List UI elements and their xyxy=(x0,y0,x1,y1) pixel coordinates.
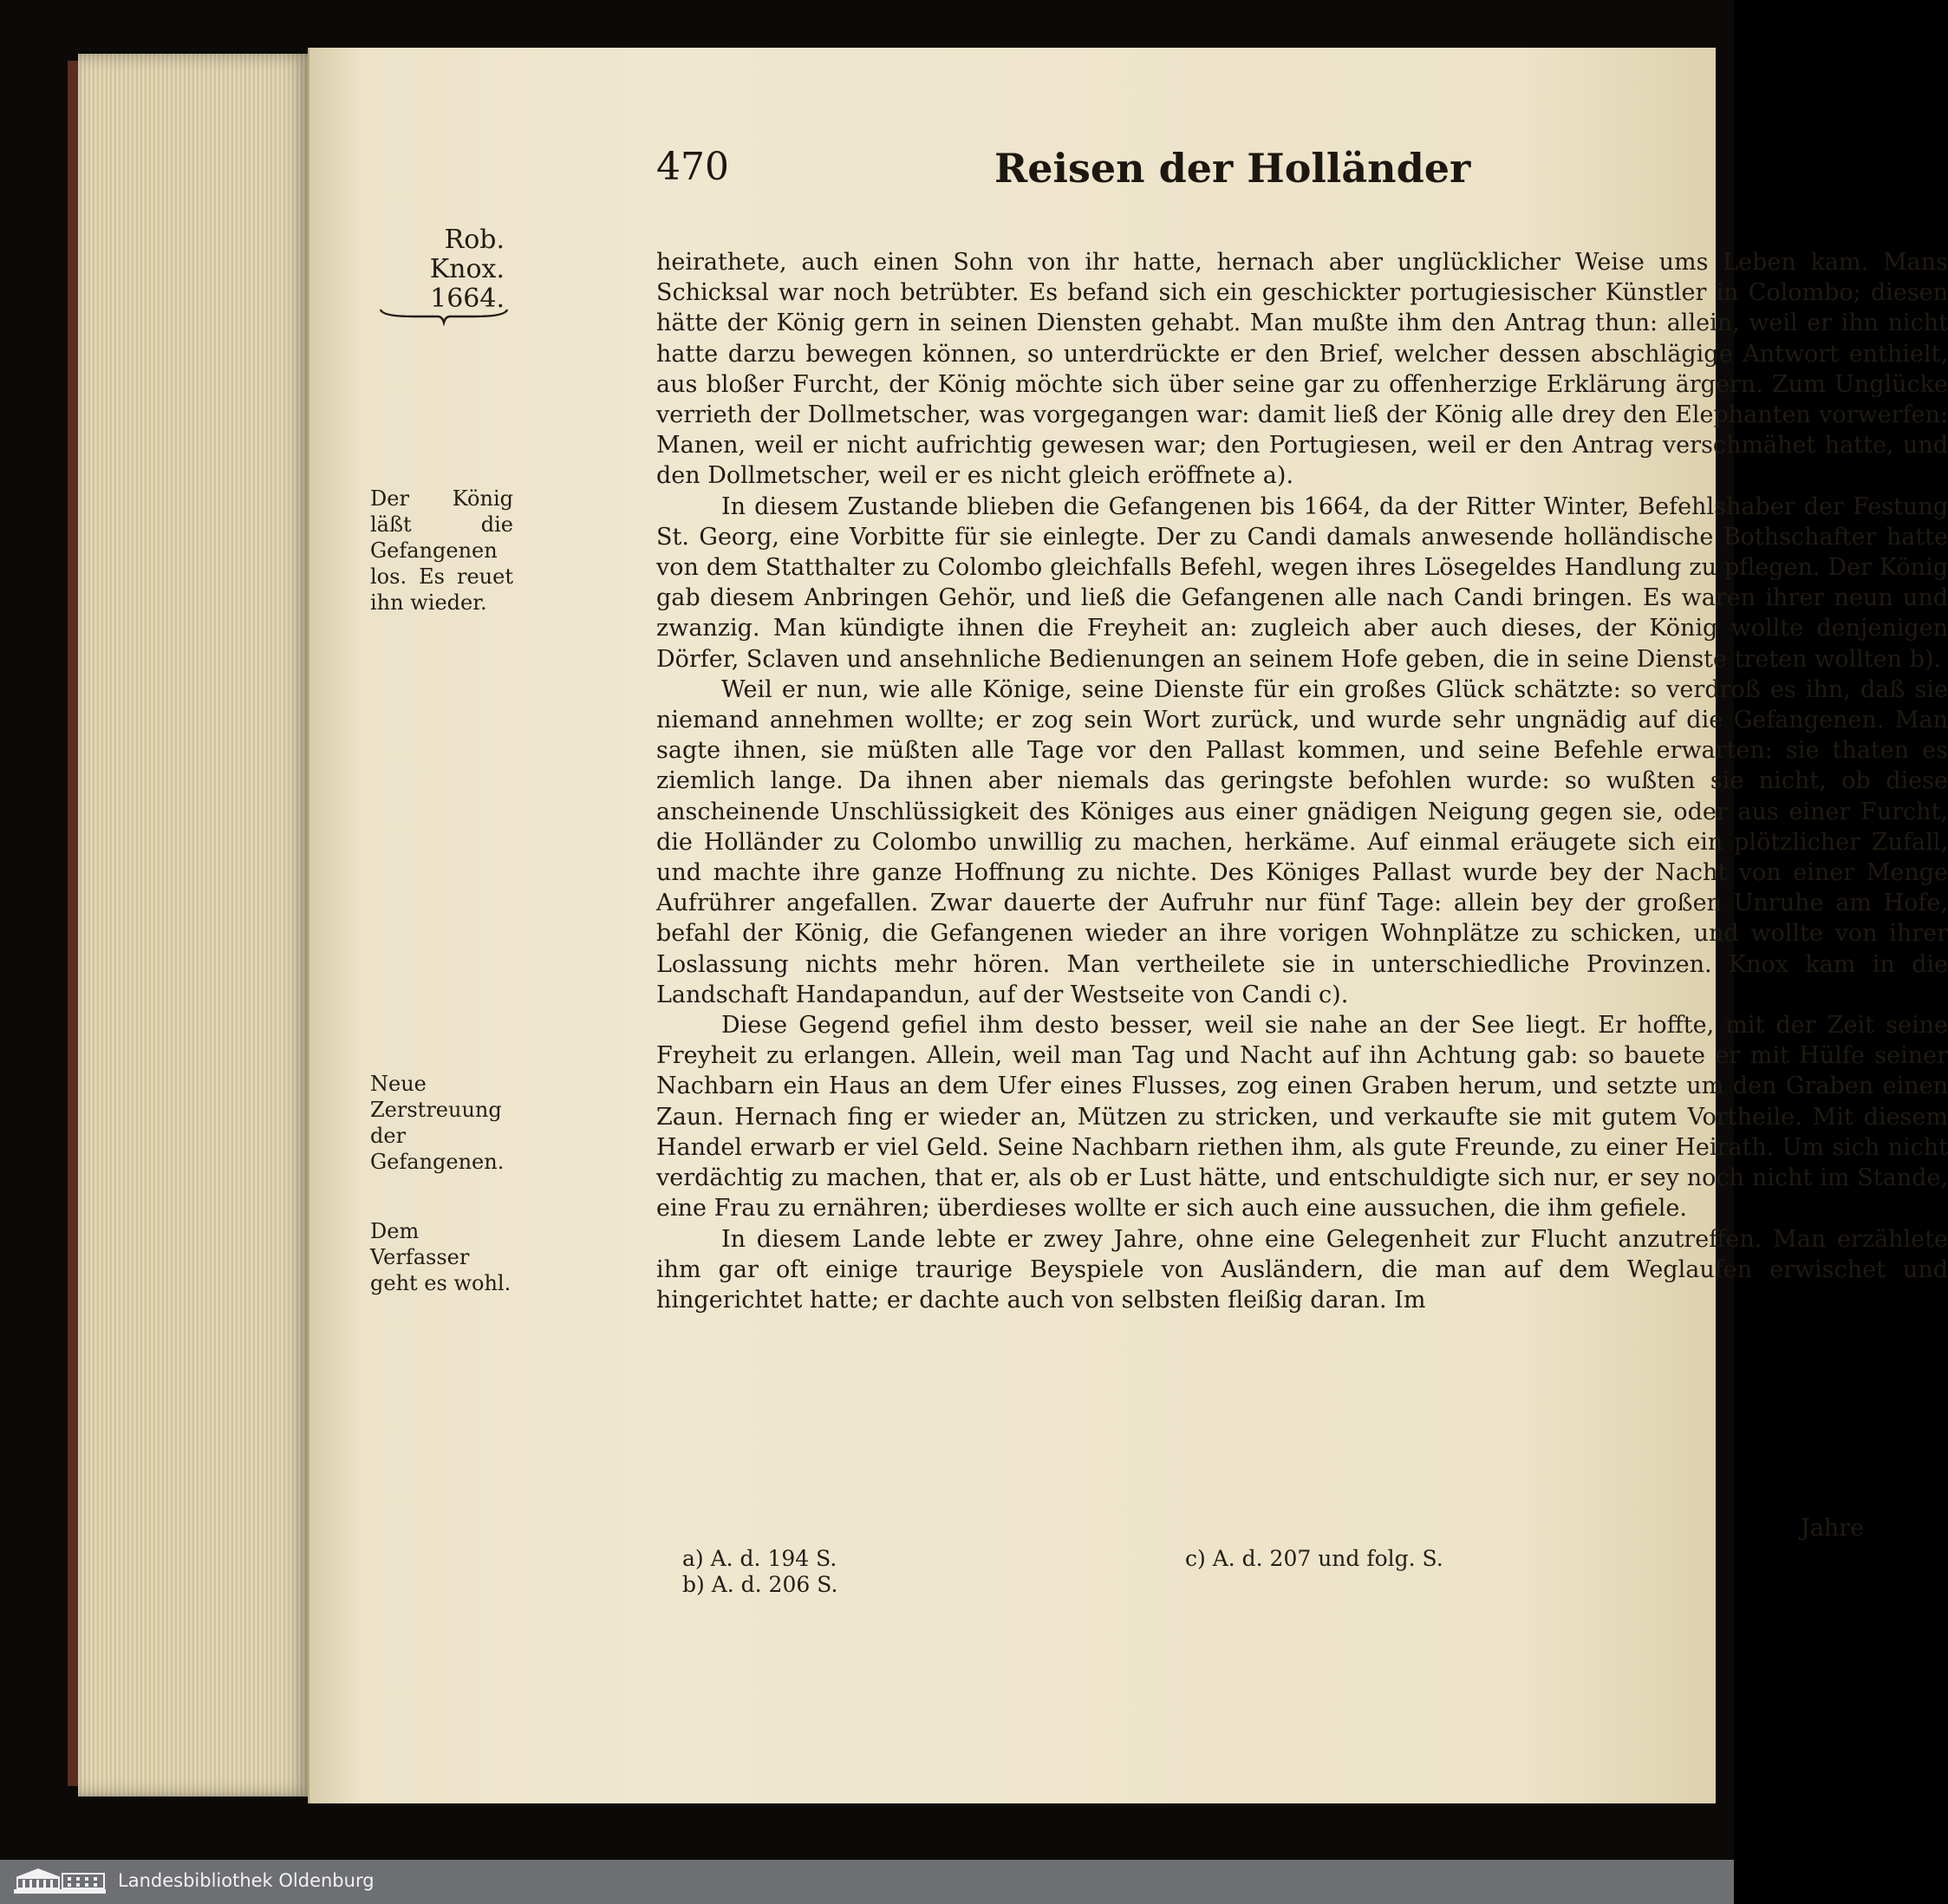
marginal-note-1: Der König läßt die Gefangenen los. Es reuet ihn wieder. xyxy=(370,486,513,615)
page-number: 470 xyxy=(656,145,729,189)
footnote-c: c) A. d. 207 und folg. S. xyxy=(1185,1546,1443,1571)
library-building-icon xyxy=(12,1867,107,1896)
paragraph-2: In diesem Zustande blieben die Gefangenen bis 1664, da der Ritter Winter, Befehlshaber der Festung St. Georg, eine Vorbitte für sie einlegte. Der zu Candi damals anwesende holländische Bothschafter hatte von dem Statthalter zu Colombo gleichfalls Befehl, wegen ihres Lösegeldes Handlung zu pflegen. Der König gab diesem Anbringen Gehör, und ließ die Gefangenen alle nach Candi bringen. Es waren ihrer neun und zwanzig. Man kündigte ihnen die Freyheit an: zugleich aber auch dieses, der König wollte denjenigen Dörfer, Sclaven und ansehnliche Bedienungen an seinem Hofe geben, die in seine Dienste treten wollten b). xyxy=(656,492,1948,673)
running-title: Reisen der Holländer xyxy=(994,145,1471,192)
footnote-b: b) A. d. 206 S. xyxy=(682,1572,838,1597)
marginal-note-3: Dem Verfasser geht es wohl. xyxy=(370,1219,511,1295)
page-header xyxy=(309,145,1716,197)
margin-year: 1664. xyxy=(430,284,505,314)
paragraph-3: Weil er nun, wie alle Könige, seine Dienste für ein großes Glück schätzte: so verdroß es ihn, daß sie niemand annehmen wollte; er zog sein Wort zurück, und wurde sehr ungnädig auf die Gefangenen. Man sagte ihnen, sie müßten alle Tage vor den Pallast kommen, und seine Befehle erwarten: sie thaten es ziemlich lange. Da ihnen aber niemals das geringste befohlen wurde: so wußten sie nicht, ob diese anscheinende Unschlüssigkeit des Königes aus einer gnädigen Neigung gegen sie, oder aus einer Furcht, die Holländer zu Colombo unwillig zu machen, herkäme. Auf einmal eräugete sich ein plötzlicher Zufall, und machte ihre ganze Hoffnung zu nichte. Des Königes Pallast wurde bey der Nacht von einer Menge Aufrührer angefallen. Zwar dauerte der Aufruhr nur fünf Tage: allein bey der großen Unruhe am Hofe, befahl der König, die Gefangenen wieder an ihre vorigen Wohnplätze zu schicken, und wollte von ihrer Loslassung nichts mehr hören. Man vertheilete sie in unterschiedliche Provinzen. Knox kam in die Landschaft Handapandun, auf der Westseite von Candi c). xyxy=(656,675,1948,1008)
paragraph-4: Diese Gegend gefiel ihm desto besser, weil sie nahe an der See liegt. Er hoffte, mit der Zeit seine Freyheit zu erlangen. Allein, weil man Tag und Nacht auf ihn Achtung gab: so bauete er mit Hülfe seiner Nachbarn ein Haus an dem Ufer eines Flusses, zog einen Graben herum, und setzte um den Graben einen Zaun. Hernach fing er wieder an, Mützen zu stricken, und verkaufte sie mit gutem Vortheile. Mit diesem Handel erwarb er viel Geld. Seine Nachbarn riethen ihm, als gute Freunde, zu einer Heirath. Um sich nicht verdächtig zu machen, that er, als ob er Lust hätte, und entschuldigte sich nur, er sey noch nicht im Stande, eine Frau zu ernähren; überdieses wollte er sich auch eine aussuchen, die ihm gefiele. xyxy=(656,1012,1948,1223)
book-page xyxy=(308,48,1948,1803)
brace-ornament xyxy=(379,308,509,323)
marginal-note-2: Neue Zerstreuung der Gefangenen. xyxy=(370,1072,505,1174)
footer-bar xyxy=(0,1860,1734,1904)
catchword: Jahre xyxy=(1801,1515,1865,1542)
margin-author: Rob. Knox. xyxy=(429,225,505,284)
library-name: Landesbibliothek Oldenburg xyxy=(118,1870,375,1891)
footnotes-right xyxy=(1185,1546,1619,1572)
footnotes-left xyxy=(682,1546,1116,1598)
margin-heading xyxy=(375,225,505,314)
main-text xyxy=(656,247,1948,1315)
footnote-a: a) A. d. 194 S. xyxy=(682,1546,837,1571)
page-edges xyxy=(78,54,310,1796)
paragraph-5: In diesem Lande lebte er zwey Jahre, ohne eine Gelegenheit zur Flucht anzutreffen. Man erzählete ihm gar oft einige traurige Beyspiele von Ausländern, die man auf dem Weglaufen erwischet und hingerichtet hatte; er dachte auch von selbsten fleißig daran. Im xyxy=(656,1225,1948,1314)
paragraph-1: heirathete, auch einen Sohn von ihr hatte, hernach aber unglücklicher Weise ums Leben kam. Mans Schicksal war noch betrübter. Es befand sich ein geschickter portugiesischer Künstler in Colombo; diesen hätte der König gern in seinen Diensten gehabt. Man mußte ihm den Antrag thun: allein, weil er ihn nicht hatte darzu bewegen können, so unterdrückte er den Brief, welcher dessen abschlägige Antwort enthielt, aus bloßer Furcht, der König möchte sich über seine gar zu offenherzige Erklärung ärgern. Zum Unglücke verrieth der Dollmetscher, was vorgegangen war: damit ließ der König alle drey den Elephanten vorwerfen: Manen, weil er nicht aufrichtig gewesen war; den Portugiesen, weil er den Antrag verschmähet hatte, und den Dollmetscher, weil er es nicht gleich eröffnete a). xyxy=(656,249,1948,490)
